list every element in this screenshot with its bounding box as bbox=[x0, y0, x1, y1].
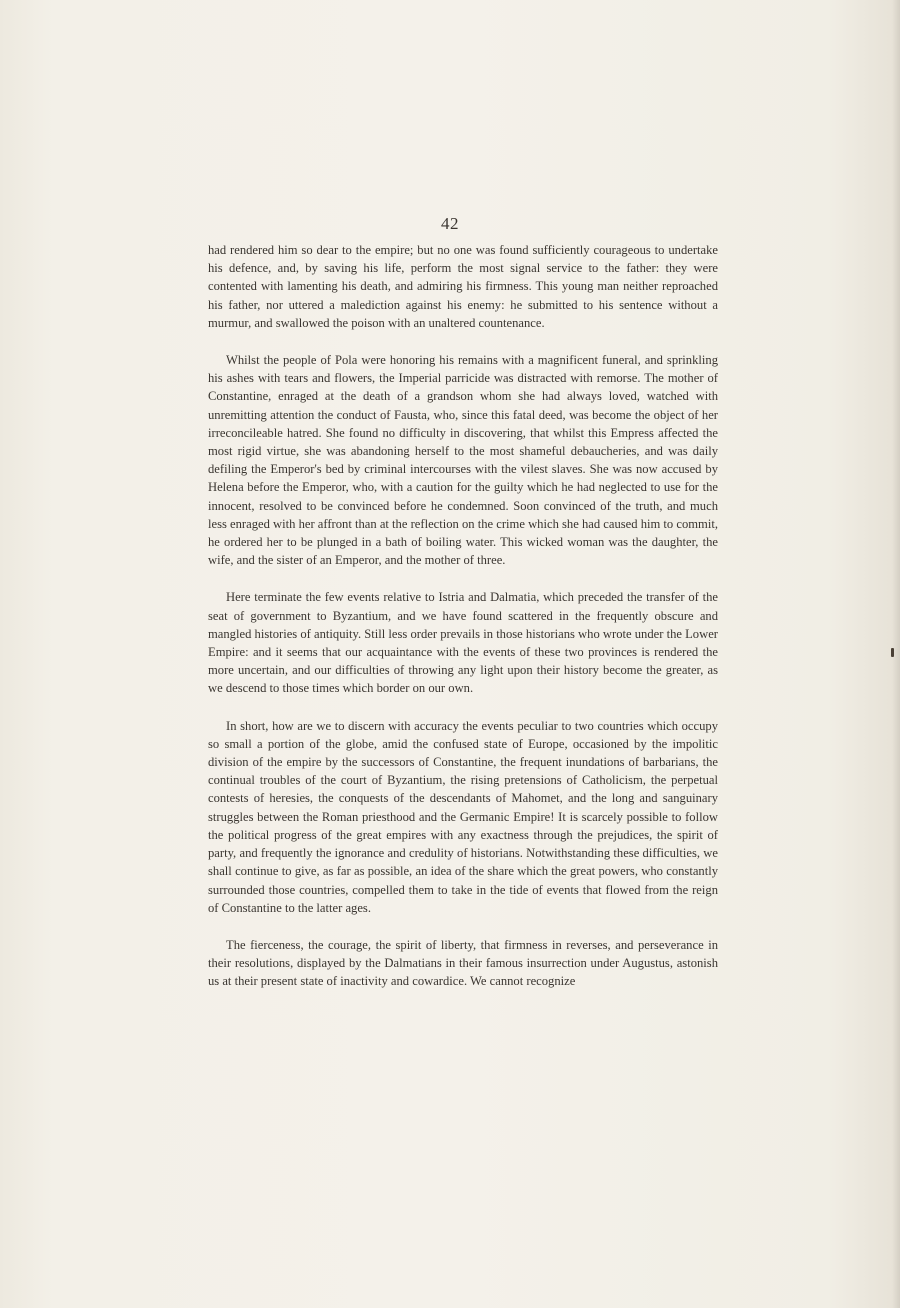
paragraph-3: Here terminate the few events relative to Istria and Dalmatia, which preceded the transfer of the seat of government to Byzantium, and we have found scattered in the frequently obscure and mangled histories of antiquity. Still less order prevails in those historians who wrote under the Lower Empire: and it seems that our acquaintance with the events of these two provinces is rendered the more uncertain, and our difficulties of throwing any light upon their history become the greater, as we descend to those times which border on our own. bbox=[208, 590, 718, 696]
page-number: 42 bbox=[441, 214, 459, 233]
page-edge-mark bbox=[891, 648, 894, 657]
paragraph-2: Whilst the people of Pola were honoring his remains with a magnificent funeral, and sprinkling his ashes with tears and flowers, the Imperial parricide was distracted with remorse. The mother of Constantine, enraged at the death of a grandson whom she had always loved, watched with unremitting attention the conduct of Fausta, who, since this fatal deed, was become the object of her irreconcileable hatred. She found no difficulty in discovering, that whilst this Empress affected the most rigid virtue, she was abandoning herself to the most shameful debaucheries, and was daily defiling the Emperor's bed by criminal intercourses with the vilest slaves. She was now accused by Helena before the Emperor, who, with a caution for the guilty which he had neglected to use for the innocent, resolved to be convinced before he condemned. Soon convinced of the truth, and much less enraged with her affront than at the reflection on the crime which she had caused him to commit, he ordered her to be plunged in a bath of boiling water. This wicked woman was the daughter, the wife, and the sister of an Emperor, and the mother of three. bbox=[208, 353, 718, 568]
paragraph-5: The fierceness, the courage, the spirit of liberty, that firmness in reverses, and perseverance in their resolutions, displayed by the Dalmatians in their famous insurrection under Augustus, astonish us at their present state of inactivity and cowardice. We cannot recognize bbox=[208, 937, 718, 989]
paragraph-4: In short, how are we to discern with accuracy the events peculiar to two countries which occupy so small a portion of the globe, amid the confused state of Europe, occasioned by the impolitic division of the empire by the successors of Constantine, the frequent inundations of barbarians, the continual troubles of the court of Byzantium, the rising pretensions of Catholicism, the perpetual contests of heresies, the conquests of the descendants of Mahomet, and the long and sanguinary struggles between the Roman priesthood and the Germanic Empire! It is scarcely possible to follow the political progress of the great empires with any exactness through the prejudices, the spirit of party, and frequently the ignorance and credulity of historians. Notwithstanding these difficulties, we shall continue to give, as far as possible, an idea of the share which the great powers, who constantly surrounded those countries, compelled them to take in the tide of events that flowed from the reign of Constantine to the latter ages. bbox=[208, 718, 718, 915]
paragraph-1: had rendered him so dear to the empire; but no one was found sufficiently courageous to undertake his defence, and, by saving his life, perform the most signal service to the father: they were contented with lamenting his death, and admiring his firmness. This young man neither reproached his father, nor uttered a malediction against his enemy: he submitted to his sentence without a murmur, and swallowed the poison with an unaltered countenance. bbox=[208, 243, 718, 330]
body-text bbox=[208, 241, 718, 1010]
